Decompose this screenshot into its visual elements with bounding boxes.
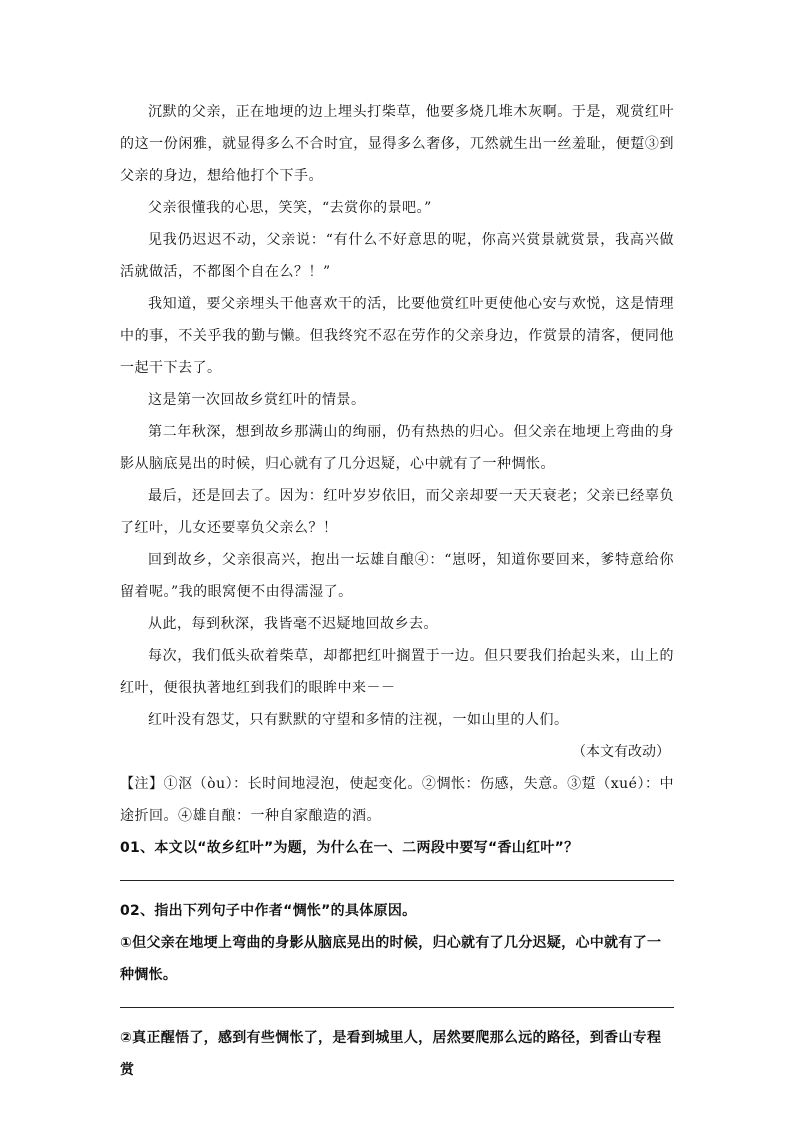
question-2-item-1: ①但父亲在地埂上弯曲的身影从脑底晃出的时候，归心就有了几分迟疑，心中就有了一种惆怅。: [120, 935, 662, 983]
paragraph-1: 沉默的父亲，正在地埂的边上埋头打柴草，他要多烧几堆木灰啊。于是，观赏红叶的这一份闲雅，就显得多么不合时宜，显得多么奢侈，兀然就生出一丝羞耻，便踅③到父亲的身边，想给他打个下手。: [120, 104, 674, 184]
footnote: 【注】①沤（òu）：长时间地浸泡，使起变化。②惆怅：伤感，失意。③踅（xué）：中途折回。④雄自酿：一种自家酿造的酒。: [120, 776, 674, 824]
question-2: 02、指出下列句子中作者“惆怅”的具体原因。: [120, 903, 417, 919]
paragraph-3: 见我仍迟迟不动，父亲说：“有什么不好意思的呢，你高兴赏景就赏景，我高兴做活就做活，不都图个自在么？！”: [120, 232, 674, 280]
source-credit: （本文有改动）: [572, 744, 670, 760]
paragraph-4: 我知道，要父亲埋头干他喜欢干的活，比要他赏红叶更使他心安与欢悦，这是情理中的事，不关乎我的勤与懒。但我终究不忍在劳作的父亲身边，作赏景的清客，便同他一起干下去了。: [120, 296, 674, 376]
paragraph-6: 第二年秋深，想到故乡那满山的绚丽，仍有热热的归心。但父亲在地埂上弯曲的身影从脑底晃出的时候，归心就有了几分迟疑，心中就有了一种惆怅。: [120, 424, 674, 472]
paragraph-5: 这是第一次回故乡赏红叶的情景。: [148, 392, 366, 408]
paragraph-11: 红叶没有怨艾，只有默默的守望和多情的注视，一如山里的人们。: [148, 712, 569, 728]
paragraph-10: 每次，我们低头砍着柴草，却都把红叶搁置于一边。但只要我们抬起头来，山上的红叶，便很执著地红到我们的眼眸中来－－: [120, 648, 674, 696]
question-1: 01、本文以“故乡红叶”为题，为什么在一、二两段中要写“香山红叶”？: [120, 840, 579, 856]
paragraph-2: 父亲很懂我的心思，笑笑，“去赏你的景吧。”: [148, 200, 432, 216]
question-2-item-2: ②真正醒悟了，感到有些惆怅了，是看到城里人，居然要爬那么远的路径，到香山专程赏: [120, 1030, 662, 1078]
paragraph-9: 从此，每到秋深，我皆毫不迟疑地回故乡去。: [148, 616, 438, 632]
paragraph-8: 回到故乡，父亲很高兴，抱出一坛雄自酿④：“崽呀，知道你要回来，爹特意给你留着呢。”我的眼窝便不由得濡湿了。: [120, 552, 674, 600]
paragraph-7: 最后，还是回去了。因为：红叶岁岁依旧，而父亲却要一天天衰老；父亲已经辜负了红叶，儿女还要辜负父亲么？！: [120, 488, 674, 536]
answer-line-2[interactable]: [120, 1007, 674, 1008]
answer-line-1[interactable]: [120, 880, 674, 881]
